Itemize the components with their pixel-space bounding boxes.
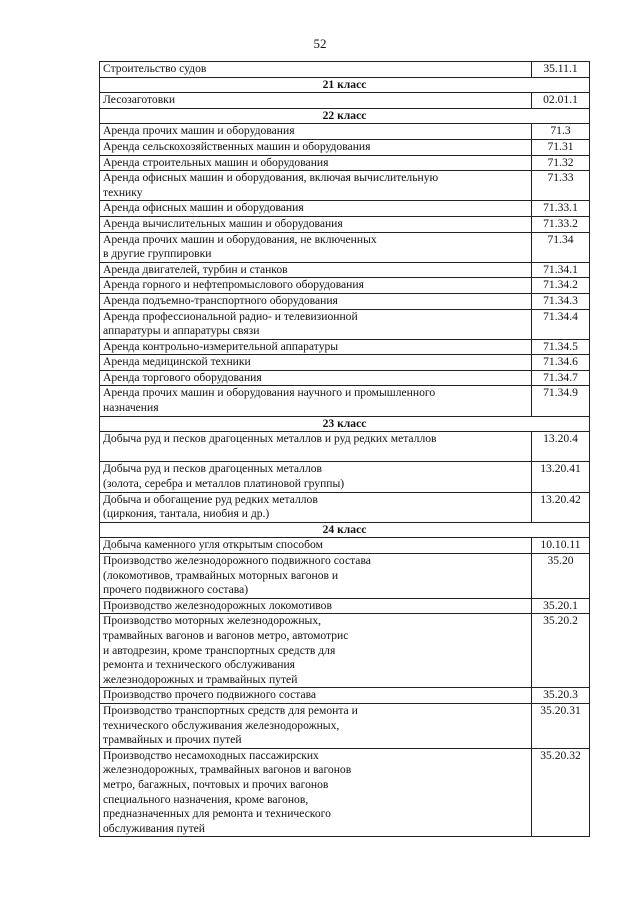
okved-code: 71.34.6 (532, 355, 590, 371)
table-row (100, 309, 590, 339)
activity-name (100, 171, 532, 201)
okved-code: 13.20.41 (532, 462, 590, 492)
table-row (100, 278, 590, 294)
activity-name-line: Производство моторных железнодорожных, (103, 614, 322, 628)
okved-code: 10.10.11 (532, 538, 590, 554)
activity-name (100, 748, 532, 837)
activity-name (100, 278, 532, 294)
activity-name-line: Аренда торгового оборудования (103, 370, 262, 384)
table-row (100, 598, 590, 614)
activity-name-line: Производство прочего подвижного состава (103, 688, 317, 702)
activity-name-line: Производство железнодорожных локомотивов (103, 598, 332, 612)
activity-name-line: в другие группировки (103, 247, 212, 261)
activity-name-line: трамвайных и прочих путей (103, 733, 242, 747)
okved-code: 71.31 (532, 139, 590, 155)
okved-code: 35.20.31 (532, 703, 590, 748)
activity-name (100, 309, 532, 339)
activity-name-line: Аренда двигателей, турбин и станков (103, 262, 288, 276)
activity-name (100, 155, 532, 171)
activity-name-line: (золота, серебра и металлов платиновой группы) (103, 477, 345, 491)
class-header: 23 класс (100, 416, 590, 432)
table-row (100, 538, 590, 554)
okved-code: 35.11.1 (532, 62, 590, 78)
activity-name-line: назначения (103, 401, 159, 415)
table-body (100, 62, 590, 837)
table-row (100, 386, 590, 416)
class-header: 24 класс (100, 522, 590, 538)
activity-name (100, 93, 532, 109)
activity-name (100, 293, 532, 309)
table-row (100, 171, 590, 201)
table-row (100, 93, 590, 109)
table-row (100, 201, 590, 217)
table-row (100, 293, 590, 309)
okved-code: 35.20.3 (532, 688, 590, 704)
class-header-row (100, 416, 590, 432)
okved-code: 71.3 (532, 124, 590, 140)
activity-name-line: железнодорожных, трамвайных вагонов и вагонов (103, 763, 352, 777)
activity-name-line: прочего подвижного состава) (103, 583, 249, 597)
table-row (100, 703, 590, 748)
activity-name-line: Добыча и обогащение руд редких металлов (103, 492, 318, 506)
activity-name (100, 554, 532, 599)
table-row (100, 688, 590, 704)
activity-name (100, 462, 532, 492)
table-row (100, 262, 590, 278)
table-row (100, 432, 590, 462)
activity-name-line: Строительство судов (103, 62, 207, 75)
activity-name-line: Производство транспортных средств для ремонта и (103, 703, 358, 717)
activity-name-line: Лесозаготовки (103, 93, 176, 107)
table-row (100, 554, 590, 599)
activity-name-line: Производство несамоходных пассажирских (103, 748, 319, 762)
activity-name-line: Аренда контрольно-измерительной аппаратуры (103, 339, 339, 353)
activity-name (100, 62, 532, 78)
activity-name (100, 386, 532, 416)
table-row (100, 232, 590, 262)
activity-name (100, 124, 532, 140)
table-row (100, 62, 590, 78)
activity-name (100, 370, 532, 386)
activity-name-line: технику (103, 185, 143, 199)
table-row (100, 124, 590, 140)
okved-code: 71.34.1 (532, 262, 590, 278)
class-header-row (100, 108, 590, 124)
okved-code: 71.34 (532, 232, 590, 262)
activity-name-line: Добыча руд и песков драгоценных металлов и руд редких металлов (103, 432, 437, 446)
table-row (100, 216, 590, 232)
activity-name-line: Аренда прочих машин и оборудования, не включенных (103, 232, 377, 246)
activity-name-line: Аренда профессиональной радио- и телевизионной (103, 309, 358, 323)
activity-name-line: Аренда прочих машин и оборудования научного и промышленного (103, 386, 436, 400)
table-row (100, 748, 590, 837)
activity-name (100, 216, 532, 232)
class-header-row (100, 522, 590, 538)
okved-code: 35.20.32 (532, 748, 590, 837)
okved-code: 71.33 (532, 171, 590, 201)
activity-name-line: Добыча каменного угля открытым способом (103, 538, 323, 552)
activity-name-line: Аренда строительных машин и оборудования (103, 155, 329, 169)
okved-code: 35.20 (532, 554, 590, 599)
classification-table (99, 61, 590, 837)
activity-name-line: Аренда горного и нефтепромыслового оборудования (103, 278, 364, 292)
page-number: 52 (313, 36, 327, 51)
okved-code: 35.20.2 (532, 614, 590, 688)
table-row (100, 370, 590, 386)
class-header: 21 класс (100, 77, 590, 93)
table-row (100, 155, 590, 171)
activity-name-line: Аренда медицинской техники (103, 355, 251, 369)
table-row (100, 492, 590, 522)
activity-name (100, 355, 532, 371)
activity-name (100, 598, 532, 614)
activity-name-line (103, 447, 528, 462)
okved-code: 71.32 (532, 155, 590, 171)
activity-name-line: обслуживания путей (103, 821, 206, 835)
table-row (100, 355, 590, 371)
activity-name (100, 614, 532, 688)
table-row (100, 339, 590, 355)
activity-name (100, 688, 532, 704)
activity-name-line: Аренда прочих машин и оборудования (103, 124, 295, 138)
activity-name-line: Аренда сельскохозяйственных машин и оборудования (103, 139, 371, 153)
okved-code: 71.34.4 (532, 309, 590, 339)
activity-name (100, 339, 532, 355)
table-row (100, 462, 590, 492)
activity-name (100, 232, 532, 262)
activity-name (100, 492, 532, 522)
activity-name (100, 139, 532, 155)
activity-name-line: (локомотивов, трамвайных моторных вагонов и (103, 568, 339, 582)
okved-code: 71.33.2 (532, 216, 590, 232)
activity-name-line: ремонта и технического обслуживания (103, 658, 296, 672)
activity-name-line: метро, багажных, почтовых и прочих вагонов (103, 777, 329, 791)
activity-name (100, 538, 532, 554)
class-header-row (100, 77, 590, 93)
activity-name-line: аппаратуры и аппаратуры связи (103, 324, 260, 338)
class-header: 22 класс (100, 108, 590, 124)
activity-name (100, 201, 532, 217)
activity-name-line: Производство железнодорожного подвижного состава (103, 554, 371, 567)
activity-name-line: Добыча руд и песков драгоценных металлов (103, 462, 323, 476)
activity-name (100, 703, 532, 748)
activity-name-line: (циркония, тантала, ниобия и др.) (103, 507, 270, 521)
okved-code: 35.20.1 (532, 598, 590, 614)
okved-code: 13.20.4 (532, 432, 590, 462)
table-row (100, 139, 590, 155)
activity-name-line: специального назначения, кроме вагонов, (103, 792, 309, 806)
activity-name (100, 432, 532, 462)
okved-code: 71.34.3 (532, 293, 590, 309)
okved-code: 71.34.9 (532, 386, 590, 416)
activity-name-line: и автодрезин, кроме транспортных средств для (103, 643, 336, 657)
activity-name-line: Аренда подъемно-транспортного оборудования (103, 293, 338, 307)
activity-name-line: Аренда офисных машин и оборудования, включая вычислительную (103, 171, 439, 185)
okved-code: 71.34.7 (532, 370, 590, 386)
activity-name-line: Аренда офисных машин и оборудования (103, 201, 304, 215)
activity-name-line: трамвайных вагонов и вагонов метро, автомотрис (103, 628, 349, 642)
activity-name (100, 262, 532, 278)
okved-code: 71.34.5 (532, 339, 590, 355)
table-row (100, 614, 590, 688)
activity-name-line: Аренда вычислительных машин и оборудования (103, 216, 343, 230)
okved-code: 13.20.42 (532, 492, 590, 522)
activity-name-line: железнодорожных и трамвайных путей (103, 672, 298, 686)
okved-code: 71.34.2 (532, 278, 590, 294)
activity-name-line: технического обслуживания железнодорожных, (103, 718, 340, 732)
okved-code: 02.01.1 (532, 93, 590, 109)
activity-name-line: предназначенных для ремонта и технического (103, 807, 331, 821)
okved-code: 71.33.1 (532, 201, 590, 217)
